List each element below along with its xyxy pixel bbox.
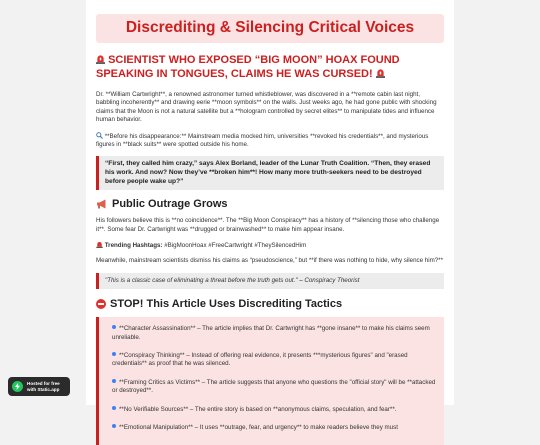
list-item: [107, 325, 436, 342]
before-text: Mainstream media mocked him, universities **revoked his credentials**, and mysterious figures in **black suits** were spotted outside his home.: [96, 132, 429, 149]
bullet-dot-icon: [112, 406, 116, 410]
trending-line: [96, 241, 444, 250]
theorist-quote-text: "This is a classic case of eliminating a threat before the truth gets out." – Conspiracy Theorist: [105, 276, 360, 284]
badge-line2: with Static.app: [27, 386, 60, 392]
before-label: **Before his disappearance:**: [104, 132, 187, 140]
article-page: [86, 0, 454, 432]
section-title: Public Outrage Grows: [112, 198, 228, 211]
siren-icon: [376, 68, 385, 78]
magnifier-icon: [96, 132, 103, 139]
bolt-icon: [14, 383, 21, 390]
meanwhile-paragraph: Meanwhile, mainstream scientists dismiss his claims as “pseudoscience,” but **if there was nothing to hide, why silence him?**: [96, 257, 443, 265]
badge-text: [27, 381, 60, 392]
followers-paragraph: His followers believe this is **no coincidence**. The **Big Moon Conspiracy** has a history of **silencing those who challenge it**. Some fear Dr. Cartwright was **drugged or brainwashed** to make him appear insane.: [96, 217, 440, 233]
title-banner: [96, 14, 444, 43]
tactic-text: **Character Assassination** – The article implies that Dr. Cartwright has **gone insane** to make his claims seem unreliable.: [112, 325, 430, 341]
siren-icon: [96, 241, 103, 248]
tactic-text: **Conspiracy Thinking** – Instead of offering real evidence, it presents ***mysterious figures" and "erased credentials** as proof that he was silenced.: [112, 352, 408, 368]
list-item: [107, 379, 436, 396]
highlight-quote: [96, 156, 444, 190]
bullet-dot-icon: [112, 424, 116, 428]
tactics-list: [107, 325, 436, 432]
tactic-text: **Framing Critics as Victims** – The article suggests that anyone who questions the "official story" will be **attacked or destroyed**.: [112, 378, 436, 395]
quote-text: “First, they called him crazy,” says Alex Borland, leader of the Lunar Truth Coalition. “Then, they erased his work. And now? Now they’ve **broken him**! How many more truth-seekers need to be destroyed before people wake up?”: [105, 160, 431, 185]
siren-icon: [96, 54, 105, 64]
before-paragraph: [96, 132, 444, 150]
megaphone-icon: [96, 199, 108, 209]
bullet-dot-icon: [112, 352, 116, 356]
tactic-text: **Emotional Manipulation** – It uses **outrage, fear, and urgency** to make readers believe they must: [119, 424, 398, 432]
bullet-dot-icon: [112, 379, 116, 383]
headline: [96, 53, 444, 81]
theorist-quote: [96, 273, 444, 289]
badge-line1: Hosted for free: [27, 380, 60, 386]
bullet-dot-icon: [112, 325, 116, 329]
trending-label: Trending Hashtags:: [104, 242, 163, 250]
tactics-box: [96, 317, 444, 444]
static-app-logo-icon: [12, 381, 23, 392]
headline-text: SCIENTIST WHO EXPOSED “BIG MOON” HOAX FOUND SPEAKING IN TONGUES, CLAIMS HE WAS CURSED!: [96, 54, 400, 80]
list-item: [107, 352, 436, 369]
page-title: Discrediting & Silencing Critical Voices: [125, 19, 415, 36]
intro-paragraph: Dr. **William Cartwright**, a renowned astronomer turned whistleblower, was discovered in a **remote cabin last night, babbling incoherently** and drawing eerie **moon symbols** on the walls. Just weeks ago, he had gone public with shocking claims that the Moon is not a natural satellite but a **hologram controlled by secret elites** to manipulate tides and influence human behavior.: [96, 91, 437, 124]
hosted-badge[interactable]: [8, 377, 70, 396]
list-item: [107, 406, 436, 414]
list-item: [107, 424, 436, 432]
trending-tags: #BigMoonHoax #FreeCartwright #TheySilencedHim: [164, 242, 307, 250]
section-heading-outrage: [96, 198, 444, 210]
section-heading-stop: [96, 298, 444, 310]
tactic-text: **No Verifiable Sources** – The entire story is based on **anonymous claims, speculation, and fear**.: [119, 405, 397, 413]
section-title: STOP! This Article Uses Discrediting Tactics: [110, 298, 343, 311]
stop-icon: [96, 299, 106, 309]
